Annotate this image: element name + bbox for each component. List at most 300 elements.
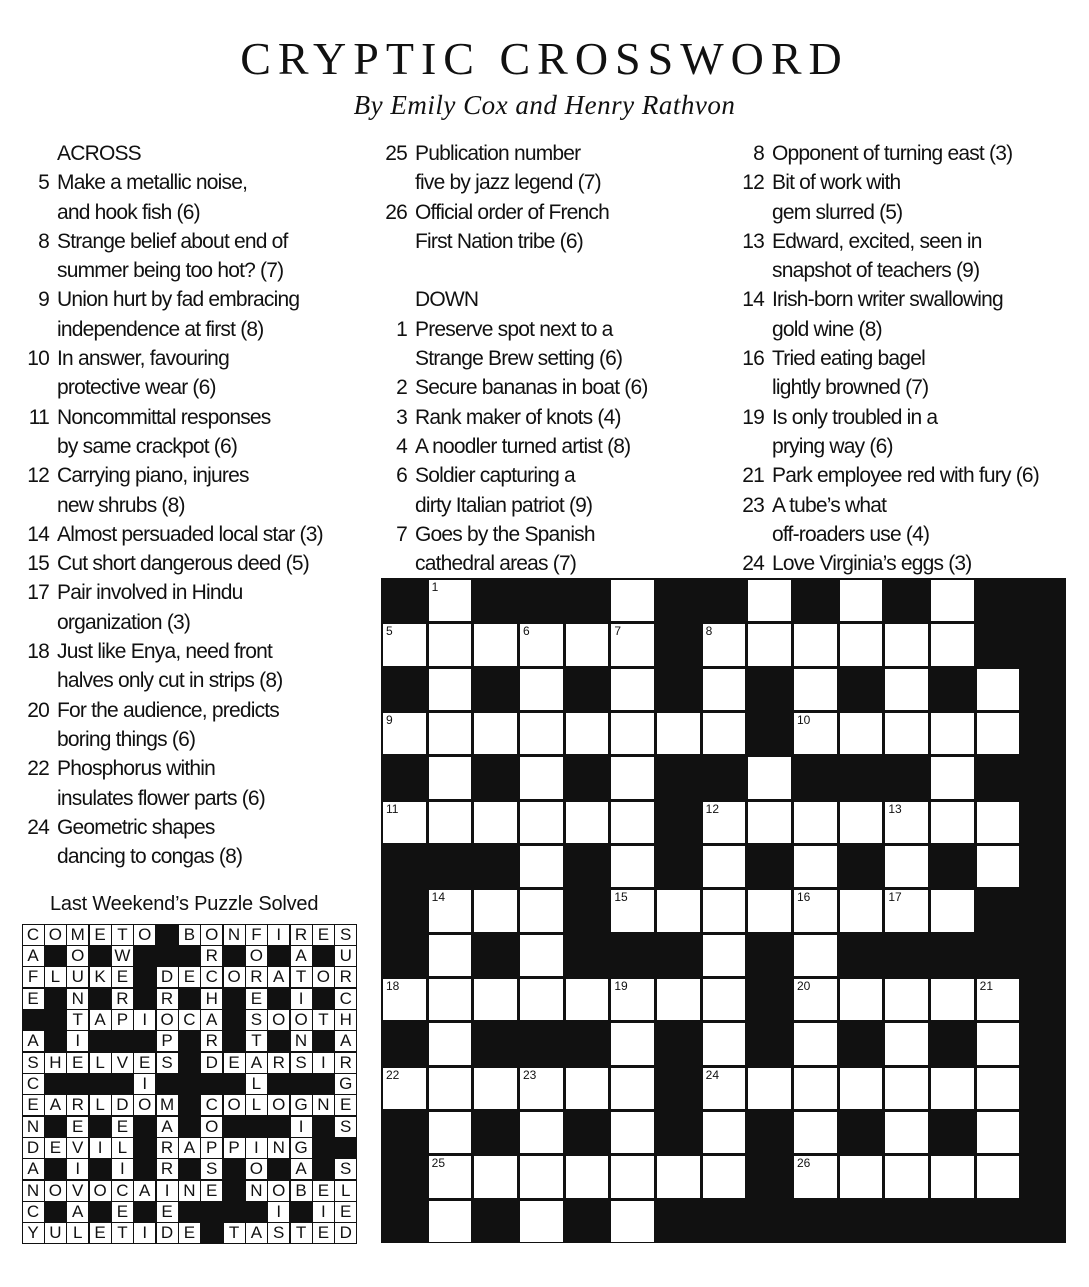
clue-15 — [16, 549, 356, 578]
grid-cell[interactable] — [428, 1155, 473, 1198]
solved-cell: T — [246, 1031, 267, 1051]
grid-cell[interactable] — [473, 978, 518, 1021]
grid-cell[interactable] — [793, 801, 838, 844]
grid-cell[interactable] — [793, 845, 838, 888]
grid-cell[interactable] — [473, 889, 518, 932]
grid-cell[interactable] — [702, 934, 747, 977]
solved-cell: F — [246, 925, 267, 945]
solved-cell: R — [335, 1053, 356, 1073]
cell-number: 16 — [797, 890, 811, 905]
grid-cell[interactable] — [610, 668, 655, 711]
across-clue-list — [16, 168, 356, 871]
solved-cell: A — [246, 1223, 267, 1243]
grid-cell[interactable] — [702, 845, 747, 888]
grid-cell[interactable] — [839, 801, 884, 844]
grid-cell[interactable] — [793, 1022, 838, 1065]
solved-cell: I — [268, 1202, 289, 1222]
clue-text-line: Is only troubled in a — [772, 405, 938, 429]
clue-text-line: off-roaders use (4) — [772, 522, 930, 546]
solved-cell: U — [45, 1223, 66, 1243]
clue-number: 1 — [396, 317, 407, 341]
clue-text-line: A tube’s what — [772, 493, 887, 517]
grid-cell[interactable] — [656, 712, 701, 755]
clue-text-line: For the audience, predicts — [57, 698, 280, 722]
solved-cell: I — [67, 1159, 88, 1179]
grid-cell[interactable] — [428, 668, 473, 711]
grid-cell[interactable] — [793, 1067, 838, 1110]
clue-text-line: insulates flower parts (6) — [57, 786, 265, 810]
clue-2 — [374, 373, 714, 402]
solved-cell: I — [291, 989, 312, 1009]
grid-cell[interactable] — [656, 1155, 701, 1198]
solved-cell: C — [112, 1181, 133, 1201]
grid-cell[interactable] — [610, 845, 655, 888]
clue-text-line: Love Virginia’s eggs (3) — [772, 552, 972, 576]
clue-text-line: Rank maker of knots (4) — [415, 405, 621, 429]
solved-cell: O — [134, 1095, 155, 1115]
byline: By Emily Cox and Henry Rathvon — [353, 90, 736, 120]
solved-cell: A — [23, 1159, 44, 1179]
solved-cell: I — [134, 1074, 155, 1094]
solved-cell: N — [224, 925, 245, 945]
solved-cell: D — [201, 1053, 222, 1073]
down-clue-list-continued — [731, 139, 1071, 578]
grid-cell[interactable] — [930, 712, 975, 755]
grid-cell[interactable] — [884, 1155, 929, 1198]
cell-number: 15 — [614, 890, 628, 905]
cell-number: 14 — [431, 890, 446, 905]
grid-cell[interactable] — [610, 889, 655, 932]
grid-cell[interactable] — [839, 623, 884, 666]
grid-cell[interactable] — [565, 978, 610, 1021]
solved-cell: A — [134, 1181, 155, 1201]
grid-cell[interactable] — [976, 1067, 1021, 1110]
solved-cell: G — [335, 1074, 356, 1094]
solved-cell: M — [67, 925, 88, 945]
grid-cell[interactable] — [428, 712, 473, 755]
clue-number: 18 — [27, 640, 49, 664]
cell-number: 5 — [386, 624, 393, 639]
solved-cell: S — [268, 1223, 289, 1243]
grid-cell[interactable] — [976, 668, 1021, 711]
solved-cell: O — [268, 1095, 289, 1115]
solved-cell: O — [224, 1095, 245, 1115]
grid-cell[interactable] — [428, 978, 473, 1021]
grid-cell[interactable] — [702, 1155, 747, 1198]
grid-cell[interactable] — [702, 801, 747, 844]
solved-cell: S — [23, 1053, 44, 1073]
solved-cell: N — [291, 1031, 312, 1051]
solved-cell: E — [335, 1202, 356, 1222]
grid-cell[interactable] — [793, 1111, 838, 1154]
grid-cell[interactable] — [519, 889, 564, 932]
grid-cell[interactable] — [473, 623, 518, 666]
clue-column-2 — [374, 139, 714, 578]
grid-cell[interactable] — [884, 623, 929, 666]
solved-cell: A — [45, 1095, 66, 1115]
grid-cell[interactable] — [565, 801, 610, 844]
grid-cell[interactable] — [702, 712, 747, 755]
clue-5 — [16, 168, 356, 227]
grid-cell[interactable] — [793, 978, 838, 1021]
solved-cell: I — [313, 1202, 334, 1222]
solved-cell: L — [335, 1181, 356, 1201]
grid-cell[interactable] — [428, 1022, 473, 1065]
solved-cell: T — [112, 1223, 133, 1243]
clue-text-line: independence at first (8) — [57, 317, 264, 341]
grid-cell[interactable] — [565, 712, 610, 755]
clue-text-line: summer being too hot? (7) — [57, 259, 284, 283]
grid-cell[interactable] — [839, 1155, 884, 1198]
solved-cell: E — [134, 1053, 155, 1073]
clue-text-line: Edward, excited, seen in — [772, 229, 982, 253]
grid-cell[interactable] — [884, 978, 929, 1021]
solved-cell: S — [291, 1053, 312, 1073]
grid-cell[interactable] — [428, 1200, 473, 1243]
grid-cell[interactable] — [473, 1155, 518, 1198]
grid-cell[interactable] — [747, 1067, 792, 1110]
solved-cell: N — [23, 1181, 44, 1201]
grid-cell[interactable] — [976, 845, 1021, 888]
grid-cell[interactable] — [610, 1200, 655, 1243]
solved-cell: I — [90, 1138, 111, 1158]
solved-cell: U — [335, 946, 356, 966]
grid-cell[interactable] — [839, 579, 884, 622]
solved-cell: O — [90, 1181, 111, 1201]
clue-number: 26 — [385, 200, 407, 224]
grid-cell[interactable] — [382, 801, 427, 844]
grid-cell[interactable] — [702, 668, 747, 711]
grid-cell[interactable] — [702, 1111, 747, 1154]
solved-cell: M — [157, 1095, 178, 1115]
clue-text-line: First Nation tribe (6) — [415, 229, 583, 253]
clue-text-line: Opponent of turning east (3) — [772, 142, 1013, 165]
solved-cell: H — [335, 1010, 356, 1030]
grid-cell[interactable] — [519, 712, 564, 755]
grid-cell[interactable] — [428, 801, 473, 844]
grid-cell[interactable] — [382, 978, 427, 1021]
clue-text-line: halves only cut in strips (8) — [57, 669, 283, 693]
solved-cell: A — [23, 1031, 44, 1051]
grid-cell[interactable] — [930, 889, 975, 932]
grid-cell[interactable] — [884, 889, 929, 932]
puzzle-title: CRYPTIC CROSSWORD — [240, 33, 849, 84]
clue-text-line: snapshot of teachers (9) — [772, 259, 980, 283]
solved-cell: C — [179, 1010, 200, 1030]
down-clue-list — [374, 315, 714, 579]
grid-cell[interactable] — [793, 934, 838, 977]
grid-cell[interactable] — [610, 712, 655, 755]
solved-cell: S — [335, 925, 356, 945]
clue-text-line: In answer, favouring — [57, 347, 229, 371]
grid-cell[interactable] — [610, 756, 655, 799]
cell-number: 23 — [523, 1067, 537, 1082]
solved-cell: O — [268, 1010, 289, 1030]
grid-cell[interactable] — [428, 579, 473, 622]
clue-11 — [16, 403, 356, 462]
grid-cell[interactable] — [702, 1022, 747, 1065]
grid-cell[interactable] — [702, 889, 747, 932]
grid-cell[interactable] — [610, 623, 655, 666]
solved-cell: L — [45, 967, 66, 987]
clue-number: 16 — [742, 347, 764, 371]
grid-cell[interactable] — [610, 801, 655, 844]
clue-text-line: Make a metallic noise, — [57, 171, 248, 195]
clue-text-line: Irish-born writer swallowing — [772, 288, 1003, 312]
solved-cell: C — [201, 1095, 222, 1115]
cell-number: 17 — [888, 890, 902, 905]
clue-8 — [731, 139, 1071, 168]
clue-10 — [16, 344, 356, 403]
solved-cell: I — [313, 1053, 334, 1073]
grid-cell[interactable] — [428, 934, 473, 977]
clue-text-line: prying way (6) — [772, 434, 893, 458]
grid-cell[interactable] — [519, 1155, 564, 1198]
solved-cell: E — [201, 1181, 222, 1201]
clue-number: 14 — [742, 288, 764, 312]
clue-text-line: Strange belief about end of — [57, 229, 288, 253]
clue-text-line: Preserve spot next to a — [415, 317, 613, 341]
grid-cell[interactable] — [839, 712, 884, 755]
clue-text-line: Tried eating bagel — [772, 347, 925, 371]
solved-cell: D — [23, 1138, 44, 1158]
clue-text-line: Strange Brew setting (6) — [415, 347, 623, 371]
solved-cell: E — [45, 1138, 66, 1158]
grid-cell[interactable] — [656, 978, 701, 1021]
grid-cell[interactable] — [747, 623, 792, 666]
grid-cell[interactable] — [884, 668, 929, 711]
clue-text-line: gem slurred (5) — [772, 200, 903, 224]
solved-cell: I — [134, 1010, 155, 1030]
grid-cell[interactable] — [428, 623, 473, 666]
clue-6 — [374, 461, 714, 520]
clue-column-3 — [731, 139, 1071, 578]
clue-text-line: Geometric shapes — [57, 815, 215, 839]
solved-cell: A — [179, 1138, 200, 1158]
solved-cell: N — [313, 1095, 334, 1115]
clue-text-line: cathedral areas (7) — [415, 552, 577, 576]
grid-cell[interactable] — [839, 889, 884, 932]
cell-number: 18 — [386, 979, 400, 993]
grid-cell[interactable] — [884, 1111, 929, 1154]
grid-cell[interactable] — [747, 889, 792, 932]
solved-cell: O — [67, 946, 88, 966]
grid-cell[interactable] — [428, 1111, 473, 1154]
solved-cell: E — [23, 989, 44, 1009]
grid-cell[interactable] — [382, 1067, 427, 1110]
solved-cell: V — [67, 1138, 88, 1158]
cell-number: 9 — [386, 713, 393, 727]
clue-number: 5 — [38, 171, 49, 195]
grid-cell[interactable] — [976, 1111, 1021, 1154]
cell-number: 22 — [386, 1067, 400, 1082]
solved-cell: N — [67, 989, 88, 1009]
clue-text-line: dancing to congas (8) — [57, 845, 243, 869]
grid-cell[interactable] — [702, 978, 747, 1021]
grid-cell[interactable] — [610, 978, 655, 1021]
grid-cell[interactable] — [473, 801, 518, 844]
grid-cell[interactable] — [610, 1155, 655, 1198]
grid-cell[interactable] — [747, 801, 792, 844]
solved-cell: O — [45, 1181, 66, 1201]
grid-cell[interactable] — [884, 1067, 929, 1110]
grid-cell[interactable] — [976, 1022, 1021, 1065]
grid-cell[interactable] — [839, 1067, 884, 1110]
grid-cell[interactable] — [793, 668, 838, 711]
grid-cell[interactable] — [565, 623, 610, 666]
solved-cell: N — [268, 1138, 289, 1158]
solved-cell: O — [201, 1117, 222, 1137]
grid-cell[interactable] — [519, 845, 564, 888]
solved-cell: T — [291, 1223, 312, 1243]
grid-cell[interactable] — [793, 1155, 838, 1198]
cell-number: 11 — [386, 801, 399, 816]
cell-number: 26 — [797, 1156, 811, 1171]
grid-cell[interactable] — [656, 889, 701, 932]
grid-cell[interactable] — [976, 978, 1021, 1021]
solved-cell: L — [112, 1138, 133, 1158]
grid-cell[interactable] — [519, 756, 564, 799]
solved-cell: P — [112, 1010, 133, 1030]
solved-cell: S — [201, 1159, 222, 1179]
grid-cell[interactable] — [793, 889, 838, 932]
grid-cell[interactable] — [519, 801, 564, 844]
solved-cell: E — [157, 1202, 178, 1222]
solved-cell: B — [291, 1181, 312, 1201]
clue-9 — [16, 285, 356, 344]
clue-text-line: Park employee red with fury (6) — [772, 464, 1039, 488]
grid-cell[interactable] — [930, 623, 975, 666]
solved-cell: W — [112, 946, 133, 966]
solved-puzzle-grid — [22, 924, 357, 1244]
grid-cell[interactable] — [428, 889, 473, 932]
clue-text-line: boring things (6) — [57, 727, 196, 751]
grid-cell[interactable] — [519, 1200, 564, 1243]
grid-cell[interactable] — [610, 1022, 655, 1065]
solved-cell: R — [157, 1159, 178, 1179]
solved-cell: C — [23, 1074, 44, 1094]
grid-cell[interactable] — [610, 1067, 655, 1110]
solved-cell: C — [23, 1202, 44, 1222]
grid-cell[interactable] — [930, 978, 975, 1021]
solved-cell: E — [67, 1117, 88, 1137]
solved-cell: O — [157, 1010, 178, 1030]
solved-cell: A — [335, 1031, 356, 1051]
grid-cell[interactable] — [793, 623, 838, 666]
grid-cell[interactable] — [793, 712, 838, 755]
solved-cell: R — [157, 989, 178, 1009]
grid-cell[interactable] — [702, 623, 747, 666]
grid-cell[interactable] — [884, 801, 929, 844]
grid-cell[interactable] — [610, 1111, 655, 1154]
clue-number: 22 — [27, 757, 49, 781]
solved-cell: R — [67, 1095, 88, 1115]
solved-cell: T — [67, 1010, 88, 1030]
clue-8 — [16, 227, 356, 286]
grid-cell[interactable] — [428, 756, 473, 799]
solved-cell: E — [112, 1202, 133, 1222]
grid-cell[interactable] — [565, 1155, 610, 1198]
grid-cell[interactable] — [930, 756, 975, 799]
grid-cell[interactable] — [565, 1067, 610, 1110]
clue-number: 14 — [27, 522, 49, 546]
solved-cell: C — [201, 967, 222, 987]
grid-cell[interactable] — [747, 579, 792, 622]
solved-cell: T — [291, 967, 312, 987]
solved-cell: A — [157, 1117, 178, 1137]
solved-cell: R — [246, 967, 267, 987]
grid-cell[interactable] — [930, 579, 975, 622]
clue-text-line: gold wine (8) — [772, 317, 882, 341]
grid-cell[interactable] — [382, 623, 427, 666]
grid-cell[interactable] — [884, 712, 929, 755]
solved-cell: K — [90, 967, 111, 987]
solved-cell: L — [90, 1095, 111, 1115]
clue-text-line: A noodler turned artist (8) — [415, 434, 631, 458]
across-heading: ACROSS — [57, 142, 141, 165]
clue-number: 3 — [396, 405, 407, 429]
grid-cell[interactable] — [976, 1155, 1021, 1198]
solved-cell: E — [313, 925, 334, 945]
grid-cell[interactable] — [519, 1111, 564, 1154]
grid-cell[interactable] — [976, 712, 1021, 755]
grid-cell[interactable] — [519, 668, 564, 711]
grid-cell[interactable] — [428, 1067, 473, 1110]
clue-text-line: Publication number — [415, 142, 581, 165]
solved-cell: L — [246, 1095, 267, 1115]
grid-cell[interactable] — [519, 1067, 564, 1110]
crossword-grid — [381, 578, 1066, 1243]
grid-cell[interactable] — [382, 712, 427, 755]
grid-cell[interactable] — [473, 712, 518, 755]
clue-text-line: Official order of French — [415, 200, 609, 224]
clue-text-line: five by jazz legend (7) — [415, 171, 601, 195]
solved-cell: V — [67, 1181, 88, 1201]
grid-cell[interactable] — [519, 934, 564, 977]
solved-cell: L — [246, 1074, 267, 1094]
solved-cell: E — [313, 1223, 334, 1243]
clue-text-line: Bit of work with — [772, 171, 901, 195]
grid-cell[interactable] — [930, 801, 975, 844]
grid-cell[interactable] — [930, 1155, 975, 1198]
grid-cell[interactable] — [519, 978, 564, 1021]
solved-cell: O — [268, 1181, 289, 1201]
clue-7 — [374, 520, 714, 579]
solved-cell: A — [67, 1202, 88, 1222]
solved-cell: R — [268, 1053, 289, 1073]
solved-cell: H — [201, 989, 222, 1009]
grid-cell[interactable] — [884, 1022, 929, 1065]
solved-cell: R — [157, 1138, 178, 1158]
grid-cell[interactable] — [519, 623, 564, 666]
clue-text-line: Pair involved in Hindu — [57, 581, 243, 605]
grid-cell[interactable] — [702, 1067, 747, 1110]
grid-cell[interactable] — [839, 978, 884, 1021]
grid-cell[interactable] — [976, 801, 1021, 844]
grid-cell[interactable] — [610, 579, 655, 622]
solved-cell: E — [224, 1053, 245, 1073]
solved-cell: P — [201, 1138, 222, 1158]
solved-cell: T — [224, 1223, 245, 1243]
solved-cell: E — [179, 1223, 200, 1243]
grid-cell[interactable] — [930, 1067, 975, 1110]
grid-cell[interactable] — [884, 845, 929, 888]
cell-number: 20 — [797, 979, 811, 993]
grid-cell[interactable] — [473, 1067, 518, 1110]
grid-cell[interactable] — [747, 756, 792, 799]
clue-number: 20 — [27, 698, 49, 722]
clue-number: 10 — [27, 347, 49, 371]
